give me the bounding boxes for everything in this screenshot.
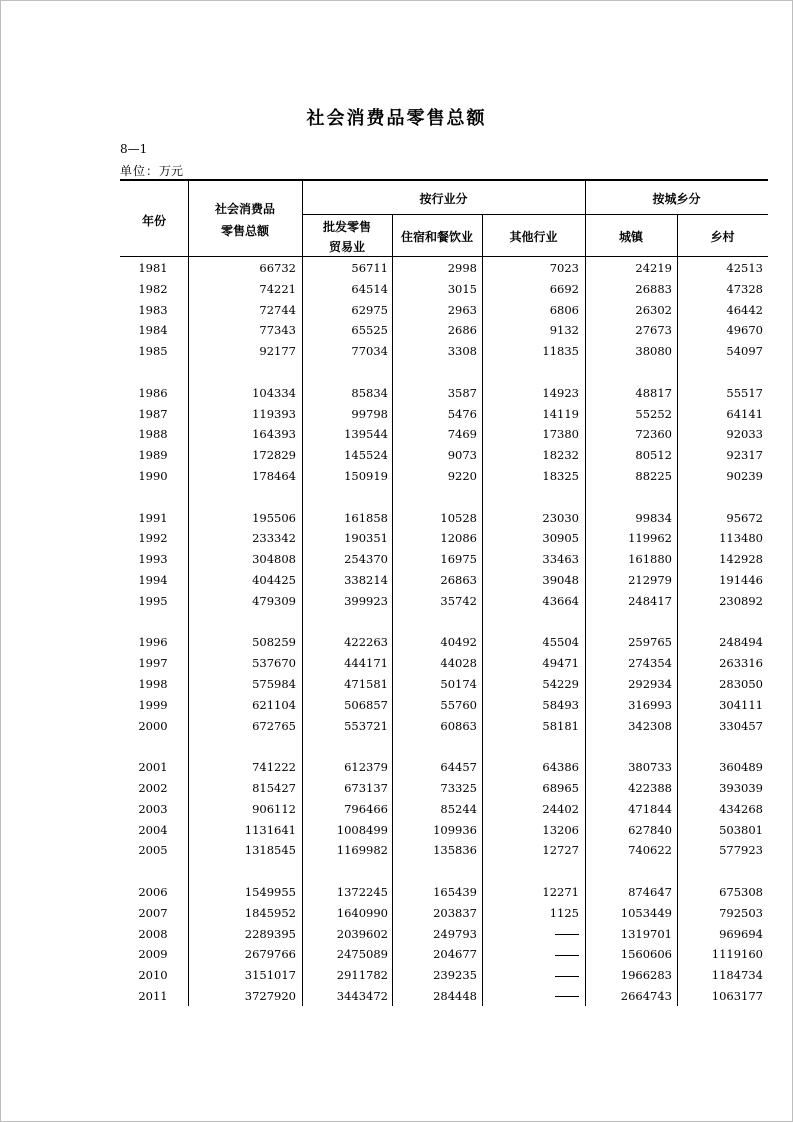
other-cell: 6692 (549, 281, 579, 296)
total-cell: 906112 (252, 801, 296, 816)
hotel-cell: 165439 (433, 884, 477, 899)
wholesale-cell: 1372245 (336, 884, 388, 899)
rural-cell: 330457 (719, 718, 763, 733)
wholesale-cell: 796466 (344, 801, 388, 816)
table-row (120, 445, 768, 466)
year-cell: 1981 (138, 261, 168, 275)
group-rule-industry (302, 214, 585, 215)
total-cell: 575984 (252, 676, 296, 691)
urban-cell: 740622 (628, 843, 672, 858)
year-cell: 1995 (138, 593, 168, 608)
table-row (120, 840, 768, 861)
other-cell: 33463 (542, 552, 579, 567)
other-cell: 11835 (542, 344, 579, 359)
hotel-cell: 2998 (447, 261, 477, 275)
year-cell: 2005 (138, 843, 168, 858)
urban-cell: 80512 (635, 448, 672, 463)
group-spacer (120, 612, 768, 633)
wholesale-cell: 56711 (351, 261, 388, 275)
wholesale-cell: 150919 (344, 468, 388, 483)
table-row (120, 778, 768, 799)
hotel-cell: 109936 (433, 822, 477, 837)
wholesale-cell: 99798 (351, 406, 388, 421)
rural-cell: 248494 (719, 635, 763, 650)
wholesale-cell: 553721 (344, 718, 388, 733)
total-cell: 1318545 (244, 843, 296, 858)
rural-cell: 42513 (726, 261, 763, 275)
other-cell: 45504 (542, 635, 579, 650)
table-row (120, 820, 768, 841)
table-row (120, 424, 768, 445)
table-row (120, 549, 768, 570)
header-hotel: 住宿和餐饮业 (400, 230, 473, 244)
hotel-cell: 249793 (433, 926, 477, 941)
table-row (120, 965, 768, 986)
year-cell: 1993 (138, 552, 168, 567)
year-cell: 1987 (138, 406, 168, 421)
table-row (120, 944, 768, 965)
other-cell: 58493 (542, 697, 579, 712)
hotel-cell: 135836 (433, 843, 477, 858)
wholesale-cell: 338214 (344, 572, 388, 587)
urban-cell: 471844 (628, 801, 672, 816)
year-cell: 1998 (138, 676, 168, 691)
hotel-cell: 10528 (440, 510, 477, 525)
hotel-cell: 35742 (440, 593, 477, 608)
total-cell: 119393 (252, 406, 296, 421)
hotel-cell: 2686 (447, 323, 477, 338)
other-cell: 6806 (549, 302, 579, 317)
total-cell: 77343 (259, 323, 296, 338)
year-cell: 2003 (138, 801, 168, 816)
rural-cell: 64141 (726, 406, 763, 421)
other-cell: 9132 (549, 323, 579, 338)
year-cell: 1984 (138, 323, 168, 338)
group-spacer (120, 362, 768, 383)
total-cell: 621104 (252, 697, 296, 712)
group-spacer (120, 487, 768, 508)
year-cell: 2001 (138, 760, 168, 775)
other-cell: 12271 (542, 884, 579, 899)
urban-cell: 316993 (628, 697, 672, 712)
header-by-region: 按城乡分 (652, 192, 701, 206)
hotel-cell: 239235 (433, 968, 477, 983)
table-row (120, 716, 768, 737)
wholesale-cell: 2475089 (336, 947, 388, 962)
unit-note (120, 162, 183, 179)
total-cell: 1549955 (244, 884, 296, 899)
table-row (120, 279, 768, 300)
wholesale-cell: 2911782 (336, 968, 388, 983)
total-cell: 2289395 (244, 926, 296, 941)
hotel-cell: 60863 (440, 718, 477, 733)
year-cell: 2006 (138, 884, 168, 899)
rural-cell: 675308 (719, 884, 763, 899)
total-cell: 404425 (252, 572, 296, 587)
header-urban: 城镇 (618, 230, 643, 244)
table-row (120, 882, 768, 903)
total-cell: 508259 (252, 635, 296, 650)
rural-cell: 263316 (719, 656, 763, 671)
group-spacer (120, 736, 768, 757)
urban-cell: 24219 (635, 261, 672, 275)
year-cell: 2004 (138, 822, 168, 837)
year-cell: 1986 (138, 385, 168, 400)
table-row (120, 341, 768, 362)
other-cell: 68965 (542, 780, 579, 795)
total-cell: 66732 (259, 261, 296, 275)
rural-cell: 283050 (719, 676, 763, 691)
other-cell (482, 965, 579, 986)
year-cell: 1985 (138, 344, 168, 359)
urban-cell: 161880 (628, 552, 672, 567)
table-top-rule (120, 179, 768, 181)
rural-cell: 47328 (726, 281, 763, 296)
hotel-cell: 3587 (447, 385, 477, 400)
total-cell: 672765 (252, 718, 296, 733)
urban-cell: 874647 (628, 884, 672, 899)
hotel-cell: 85244 (440, 801, 477, 816)
rural-cell: 92033 (726, 427, 763, 442)
urban-cell: 26883 (635, 281, 672, 296)
total-cell: 741222 (252, 760, 296, 775)
year-cell: 1999 (138, 697, 168, 712)
header-rural: 乡村 (710, 230, 735, 244)
rural-cell: 92317 (726, 448, 763, 463)
wholesale-cell: 65525 (351, 323, 388, 338)
urban-cell: 1966283 (620, 968, 672, 983)
hotel-cell: 12086 (440, 531, 477, 546)
em-dash-placeholder (555, 934, 579, 935)
year-cell: 2008 (138, 926, 168, 941)
hotel-cell: 3015 (447, 281, 477, 296)
rural-cell: 95672 (726, 510, 763, 525)
hotel-cell: 284448 (433, 988, 477, 1003)
header-total-line1: 社会消费品 (214, 202, 275, 216)
urban-cell: 2664743 (620, 988, 672, 1003)
table-row (120, 383, 768, 404)
other-cell: 58181 (542, 718, 579, 733)
urban-cell: 72360 (635, 427, 672, 442)
table-header-rule (120, 256, 768, 257)
rural-cell: 1184734 (711, 968, 763, 983)
wholesale-cell: 190351 (344, 531, 388, 546)
hotel-cell: 73325 (440, 780, 477, 795)
urban-cell: 55252 (635, 406, 672, 421)
rural-cell: 142928 (719, 552, 763, 567)
hotel-cell: 55760 (440, 697, 477, 712)
year-cell: 1996 (138, 635, 168, 650)
header-wholesale-line2: 贸易业 (328, 240, 365, 254)
other-cell: 39048 (542, 572, 579, 587)
urban-cell: 422388 (628, 780, 672, 795)
hotel-cell: 16975 (440, 552, 477, 567)
total-cell: 2679766 (244, 947, 296, 962)
rural-cell: 49670 (726, 323, 763, 338)
year-cell: 2002 (138, 780, 168, 795)
urban-cell: 1560606 (620, 947, 672, 962)
year-cell: 1983 (138, 302, 168, 317)
rural-cell: 434268 (719, 801, 763, 816)
other-cell: 64386 (542, 760, 579, 775)
total-cell: 3727920 (244, 988, 296, 1003)
table-row (120, 632, 768, 653)
rural-cell: 191446 (719, 572, 763, 587)
other-cell: 54229 (542, 676, 579, 691)
urban-cell: 26302 (635, 302, 672, 317)
table-row (120, 528, 768, 549)
table-row (120, 591, 768, 612)
wholesale-cell: 77034 (351, 344, 388, 359)
urban-cell: 259765 (628, 635, 672, 650)
total-cell: 3151017 (244, 968, 296, 983)
other-cell: 49471 (542, 656, 579, 671)
header-year: 年份 (141, 214, 166, 228)
year-cell: 1991 (138, 510, 168, 525)
wholesale-cell: 139544 (344, 427, 388, 442)
table-row (120, 570, 768, 591)
wholesale-cell: 64514 (351, 281, 388, 296)
page-title: 社会消费品零售总额 (306, 108, 487, 129)
wholesale-cell: 422263 (344, 635, 388, 650)
urban-cell: 88225 (635, 468, 672, 483)
urban-cell: 627840 (628, 822, 672, 837)
rural-cell: 304111 (719, 697, 763, 712)
other-cell: 7023 (549, 261, 579, 275)
total-cell: 1131641 (244, 822, 296, 837)
wholesale-cell: 1640990 (336, 905, 388, 920)
unit-value: 万元 (159, 164, 184, 178)
hotel-cell: 204677 (433, 947, 477, 962)
urban-cell: 48817 (635, 385, 672, 400)
urban-cell: 292934 (628, 676, 672, 691)
other-cell (482, 924, 579, 945)
urban-cell: 248417 (628, 593, 672, 608)
total-cell: 74221 (259, 281, 296, 296)
wholesale-cell: 62975 (351, 302, 388, 317)
rural-cell: 393039 (719, 780, 763, 795)
year-cell: 1997 (138, 656, 168, 671)
year-cell: 1989 (138, 448, 168, 463)
hotel-cell: 26863 (440, 572, 477, 587)
rural-cell: 1119160 (711, 947, 763, 962)
rural-cell: 90239 (726, 468, 763, 483)
other-cell: 23030 (542, 510, 579, 525)
header-other: 其他行业 (509, 230, 558, 244)
year-cell: 1992 (138, 531, 168, 546)
other-cell: 43664 (542, 593, 579, 608)
wholesale-cell: 2039602 (336, 926, 388, 941)
table-row (120, 258, 768, 279)
em-dash-placeholder (555, 996, 579, 997)
year-cell: 2009 (138, 947, 168, 962)
hotel-cell: 3308 (447, 344, 477, 359)
rural-cell: 792503 (719, 905, 763, 920)
rural-cell: 113480 (719, 531, 763, 546)
other-cell: 1125 (549, 905, 579, 920)
table-number: 8—1 (120, 142, 148, 156)
year-cell: 1994 (138, 572, 168, 587)
table-row (120, 466, 768, 487)
hotel-cell: 9220 (447, 468, 477, 483)
year-cell: 2011 (138, 988, 168, 1003)
year-cell: 1982 (138, 281, 168, 296)
table-row (120, 799, 768, 820)
table-body (120, 258, 768, 1007)
table-row (120, 404, 768, 425)
unit-label: 单位： (120, 164, 160, 178)
urban-cell: 212979 (628, 572, 672, 587)
table-row (120, 695, 768, 716)
total-cell: 537670 (252, 656, 296, 671)
wholesale-cell: 254370 (344, 552, 388, 567)
urban-cell: 380733 (628, 760, 672, 775)
total-cell: 815427 (252, 780, 296, 795)
total-cell: 164393 (252, 427, 296, 442)
hotel-cell: 64457 (440, 760, 477, 775)
hotel-cell: 7469 (447, 427, 477, 442)
total-cell: 178464 (252, 468, 296, 483)
em-dash-placeholder (555, 955, 579, 956)
other-cell (482, 944, 579, 965)
urban-cell: 342308 (628, 718, 672, 733)
hotel-cell: 9073 (447, 448, 477, 463)
total-cell: 104334 (252, 385, 296, 400)
rural-cell: 55517 (726, 385, 763, 400)
total-cell: 1845952 (244, 905, 296, 920)
table-row (120, 653, 768, 674)
total-cell: 195506 (252, 510, 296, 525)
hotel-cell: 5476 (447, 406, 477, 421)
table-row (120, 924, 768, 945)
table-row (120, 300, 768, 321)
other-cell: 18232 (542, 448, 579, 463)
wholesale-cell: 506857 (344, 697, 388, 712)
wholesale-cell: 1169982 (336, 843, 388, 858)
total-cell: 92177 (259, 344, 296, 359)
rural-cell: 54097 (726, 344, 763, 359)
table-row (120, 320, 768, 341)
hotel-cell: 44028 (440, 656, 477, 671)
year-cell: 1988 (138, 427, 168, 442)
other-cell: 12727 (542, 843, 579, 858)
total-cell: 72744 (259, 302, 296, 317)
wholesale-cell: 471581 (344, 676, 388, 691)
header-by-industry: 按行业分 (419, 192, 468, 206)
hotel-cell: 2963 (447, 302, 477, 317)
other-cell: 13206 (542, 822, 579, 837)
urban-cell: 274354 (628, 656, 672, 671)
wholesale-cell: 85834 (351, 385, 388, 400)
em-dash-placeholder (555, 976, 579, 977)
wholesale-cell: 612379 (344, 760, 388, 775)
wholesale-cell: 161858 (344, 510, 388, 525)
table-row (120, 903, 768, 924)
other-cell: 30905 (542, 531, 579, 546)
other-cell: 24402 (542, 801, 579, 816)
hotel-cell: 203837 (433, 905, 477, 920)
rural-cell: 230892 (719, 593, 763, 608)
rural-cell: 969694 (719, 926, 763, 941)
rural-cell: 503801 (719, 822, 763, 837)
other-cell: 17380 (542, 427, 579, 442)
table-row (120, 757, 768, 778)
other-cell: 14119 (542, 406, 579, 421)
year-cell: 1990 (138, 468, 168, 483)
wholesale-cell: 673137 (344, 780, 388, 795)
table-row (120, 674, 768, 695)
urban-cell: 1053449 (620, 905, 672, 920)
other-cell: 14923 (542, 385, 579, 400)
table-row (120, 986, 768, 1007)
header-wholesale-line1: 批发零售 (322, 220, 371, 234)
rural-cell: 1063177 (711, 988, 763, 1003)
year-cell: 2010 (138, 968, 168, 983)
urban-cell: 99834 (635, 510, 672, 525)
other-cell: 18325 (542, 468, 579, 483)
hotel-cell: 50174 (440, 676, 477, 691)
urban-cell: 38080 (635, 344, 672, 359)
urban-cell: 1319701 (620, 926, 672, 941)
hotel-cell: 40492 (440, 635, 477, 650)
rural-cell: 577923 (719, 843, 763, 858)
total-cell: 479309 (252, 593, 296, 608)
wholesale-cell: 145524 (344, 448, 388, 463)
rural-cell: 46442 (726, 302, 763, 317)
wholesale-cell: 399923 (344, 593, 388, 608)
urban-cell: 27673 (635, 323, 672, 338)
group-spacer (120, 861, 768, 882)
rural-cell: 360489 (719, 760, 763, 775)
year-cell: 2007 (138, 905, 168, 920)
total-cell: 172829 (252, 448, 296, 463)
other-cell (482, 986, 579, 1007)
table-row (120, 508, 768, 529)
year-cell: 2000 (138, 718, 168, 733)
urban-cell: 119962 (628, 531, 672, 546)
wholesale-cell: 444171 (344, 656, 388, 671)
wholesale-cell: 1008499 (336, 822, 388, 837)
total-cell: 304808 (252, 552, 296, 567)
wholesale-cell: 3443472 (336, 988, 388, 1003)
total-cell: 233342 (252, 531, 296, 546)
header-total-line2: 零售总额 (220, 224, 269, 238)
